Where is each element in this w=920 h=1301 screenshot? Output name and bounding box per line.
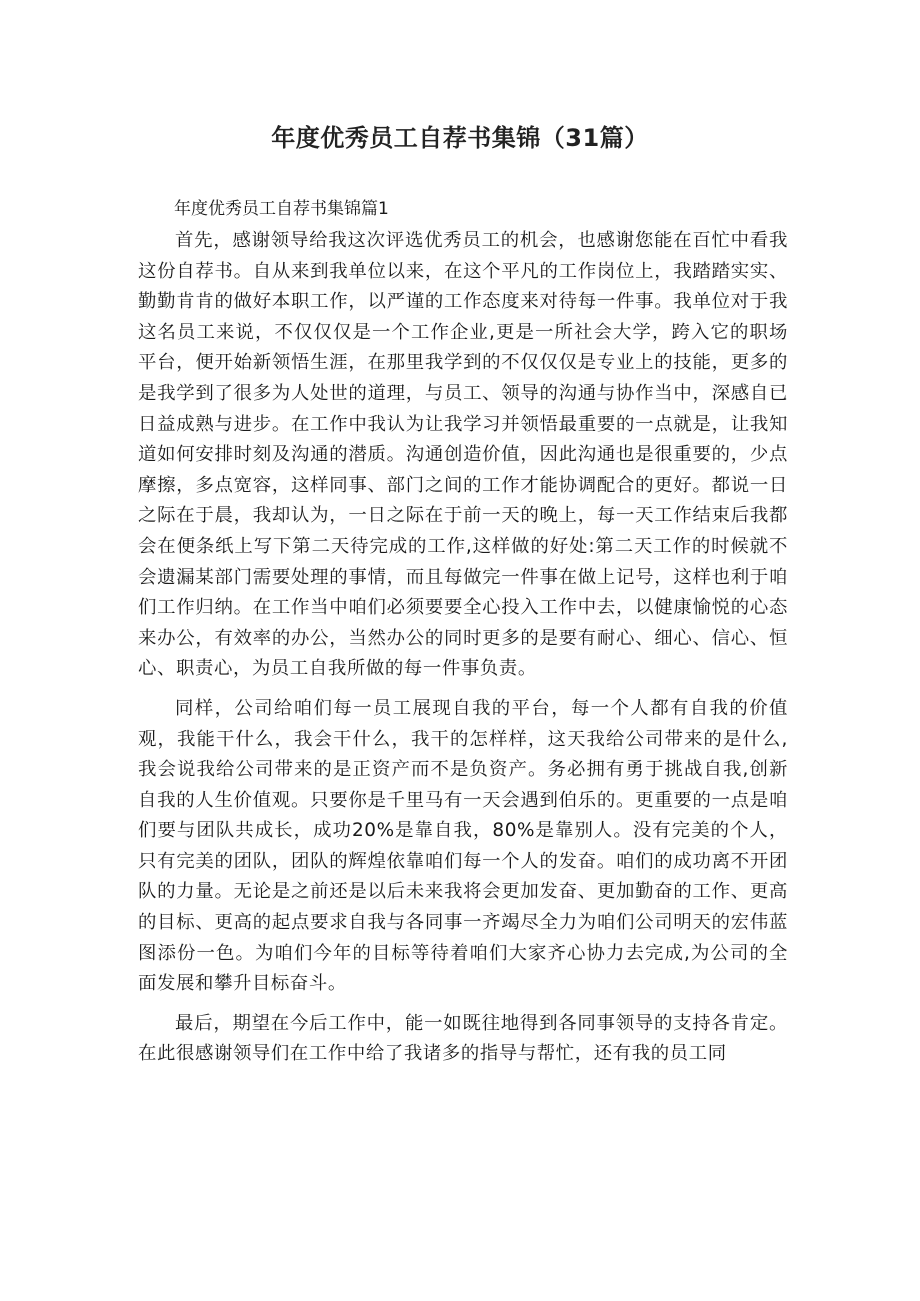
paragraph-1: 首先，感谢领导给我这次评选优秀员工的机会，也感谢您能在百忙中看我这份自荐书。自从来到我单位以来，在这个平凡的工作岗位上，我踏踏实实、勤勤肯肯的做好本职工作，以严谨的工作态度来对待每一件事。我单位对于我这名员工来说，不仅仅仅是一个工作企业,更是一所社会大学，跨入它的职场平台，便开始新领悟生涯，在那里我学到的不仅仅仅是专业上的技能，更多的是我学到了很多为人处世的道理，与员工、领导的沟通与协作当中，深感自已日益成熟与进步。在工作中我认为让我学习并领悟最重要的一点就是，让我知道如何安排时刻及沟通的潜质。沟通创造价值，因此沟通也是很重要的，少点摩擦，多点宽容，这样同事、部门之间的工作才能协调配合的更好。都说一日之际在于晨，我却认为，一日之际在于前一天的晚上，每一天工作结束后我都会在便条纸上写下第二天待完成的工作,这样做的好处:第二天工作的时候就不会遗漏某部门需要处理的事情，而且每做完一件事在做上记号，这样也利于咱们工作归纳。在工作当中咱们必须要要全心投入工作中去，以健康愉悦的心态来办公，有效率的办公，当然办公的同时更多的是要有耐心、细心、信心、恒心、职责心，为员工自我所做的每一件事负责。 xyxy=(138,230,788,680)
paragraph-3: 最后，期望在今后工作中，能一如既往地得到各同事领导的支持各肯定。在此很感谢领导们在工作中给了我诸多的指导与帮忙，还有我的员工同 xyxy=(138,1012,788,1065)
document-body xyxy=(138,196,788,1079)
section-heading: 年度优秀员工自荐书集锦篇1 xyxy=(174,199,389,219)
document-title: 年度优秀员工自荐书集锦（31篇） xyxy=(271,124,649,152)
paragraph-2: 同样，公司给咱们每一员工展现自我的平台，每一个人都有自我的价值观，我能干什么，我会干什么，我干的怎样样，这天我给公司带来的是什么,我会说我给公司带来的是正资产而不是负资产。务必拥有勇于挑战自我,创新自我的人生价值观。只要你是千里马有一天会遇到伯乐的。更重要的一点是咱们要与团队共成长，成功20%是靠自我，80%是靠别人。没有完美的个人，只有完美的团队，团队的辉煌依靠咱们每一个人的发奋。咱们的成功离不开团队的力量。无论是之前还是以后未来我将会更加发奋、更加勤奋的工作、更高的目标、更高的起点要求自我与各同事一齐竭尽全力为咱们公司明天的宏伟蓝图添份一色。为咱们今年的目标等待着咱们大家齐心协力去完成,为公司的全面发展和攀升目标奋斗。 xyxy=(138,697,788,995)
